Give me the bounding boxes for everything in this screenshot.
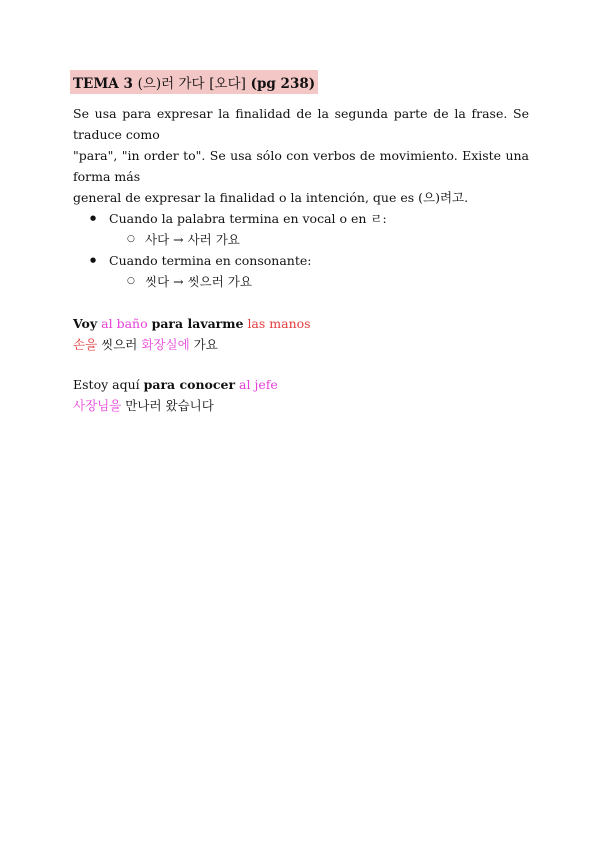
rule-item [109, 208, 529, 250]
intro-line-1: Se usa para expresar la finalidad de la segunda parte de la frase. Se traduce como [73, 106, 529, 142]
ex1-es-para-lavarme: para lavarme [151, 316, 244, 331]
rules-list [73, 208, 529, 292]
ex2-es-para-conocer: para conocer [143, 377, 236, 392]
intro-line-2: "para", "in order to". Se usa sólo con verbos de movimiento. Existe una forma más [73, 148, 529, 184]
rule-example: ○ 사다 → 사러 가요 [145, 229, 529, 250]
ex1-ko-gayo: 가요 [193, 337, 218, 352]
rule-label: Cuando la palabra termina en vocal o en ㄹ: [109, 211, 387, 226]
intro-line-3: general de expresar la finalidad o la intención, que es (으)려고. [73, 190, 469, 205]
rule-label: Cuando termina en consonante: [109, 253, 312, 268]
title-page-ref: (pg 238) [250, 76, 316, 92]
example-1-korean [73, 334, 529, 355]
ex2-ko-mannareo-watseumnida: 만나러 왔습니다 [125, 398, 214, 413]
rule-item [109, 250, 529, 292]
title-variant: [오다] [209, 76, 246, 92]
ex2-ko-sajangnim-eul: 사장님을 [73, 398, 122, 413]
intro-paragraph [73, 103, 529, 208]
title-grammar: (으)러 가다 [137, 76, 205, 92]
rule-sublist [109, 229, 529, 250]
example-1-spanish [73, 313, 529, 334]
ex1-es-las-manos: las manos [247, 316, 311, 331]
example-2-spanish [73, 374, 529, 395]
ex1-ko-ssiseureo: 씻으러 [101, 337, 138, 352]
ex1-es-al-bano: al baño [101, 316, 148, 331]
ex2-es-estoy-aqui: Estoy aquí [73, 377, 140, 392]
example-2 [73, 374, 529, 416]
rule-example: ○ 씻다 → 씻으러 가요 [145, 271, 529, 292]
title-tema: TEMA 3 [73, 76, 133, 92]
topic-title [70, 70, 318, 94]
example-1 [73, 313, 529, 355]
example-2-korean [73, 395, 529, 416]
ex1-es-voy: Voy [73, 316, 98, 331]
ex1-ko-son-eul: 손을 [73, 337, 98, 352]
document-page [73, 70, 529, 416]
ex1-ko-hwajangsil-e: 화장실에 [141, 337, 190, 352]
rule-sublist [109, 271, 529, 292]
ex2-es-al-jefe: al jefe [239, 377, 278, 392]
